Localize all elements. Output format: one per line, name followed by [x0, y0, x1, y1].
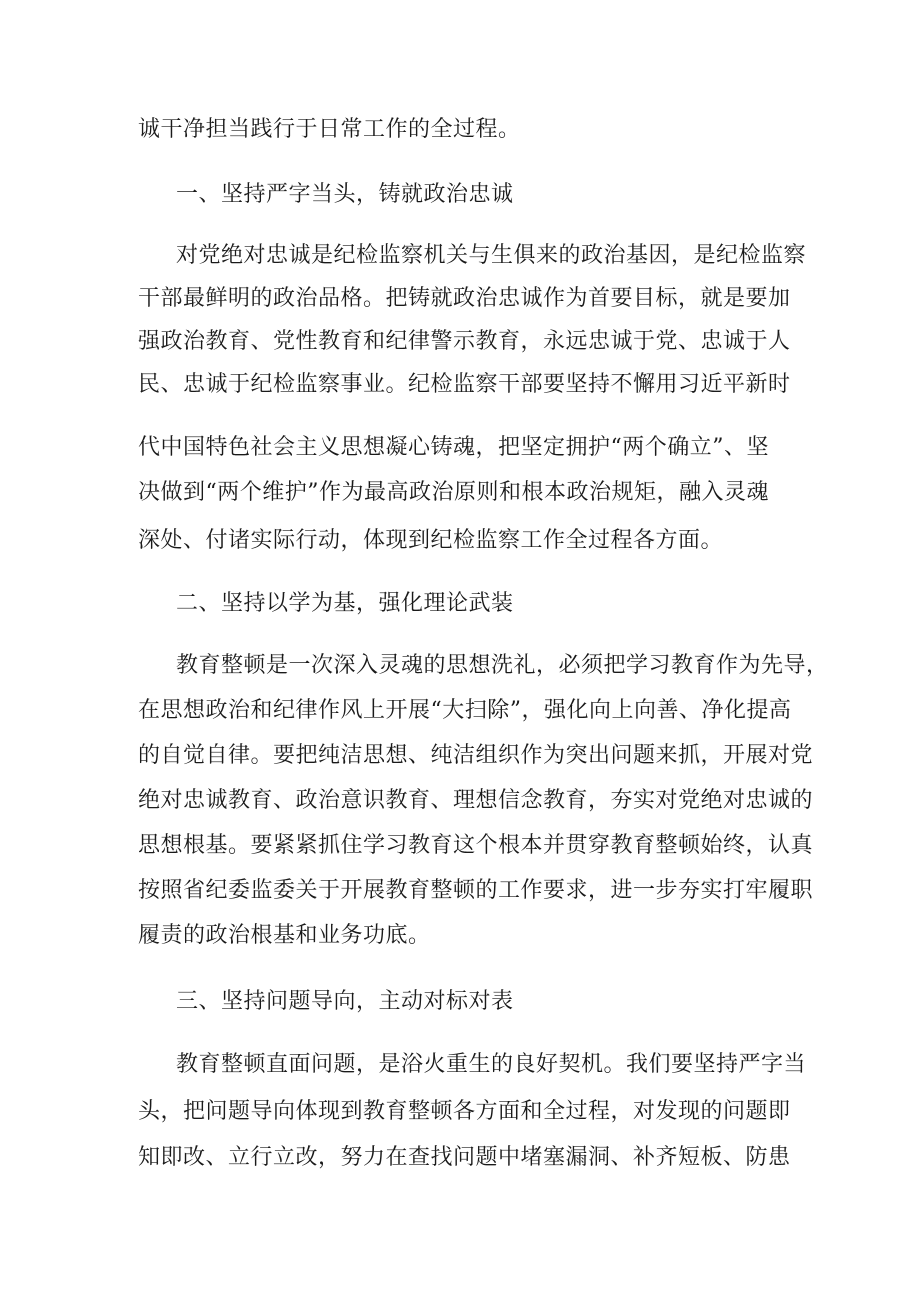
paragraph-line: 履责的政治根基和业务功底。: [138, 923, 431, 948]
paragraph-line: 思想根基。要紧紧抓住学习教育这个根本并贯穿教育整顿始终，认真: [138, 833, 814, 858]
paragraph-line: 教育整顿是一次深入灵魂的思想洗礼，必须把学习教育作为先导，: [176, 653, 829, 678]
paragraph-line: 诚干净担当践行于日常工作的全过程。: [138, 117, 521, 142]
paragraph-line: 代中国特色社会主义思想凝心铸魂，把坚定拥护“两个确立”、坚: [138, 435, 769, 460]
paragraph-line: 民、忠诚于纪检监察事业。纪检监察干部要坚持不懈用习近平新时: [138, 372, 791, 397]
section-heading-3: 三、坚持问题导向，主动对标对表: [176, 989, 514, 1014]
paragraph-line: 按照省纪委监委关于开展教育整顿的工作要求，进一步夯实打牢履职: [138, 878, 814, 903]
paragraph-line: 的自觉自律。要把纯洁思想、纯洁组织作为突出问题来抓，开展对党: [138, 743, 814, 768]
paragraph-line: 决做到“两个维护”作为最高政治原则和根本政治规矩，融入灵魂: [138, 480, 769, 505]
paragraph-line: 教育整顿直面问题，是浴火重生的良好契机。我们要坚持严字当: [176, 1052, 807, 1077]
paragraph-line: 干部最鲜明的政治品格。把铸就政治忠诚作为首要目标，就是要加: [138, 286, 791, 311]
paragraph-line: 绝对忠诚教育、政治意识教育、理想信念教育，夯实对党绝对忠诚的: [138, 788, 814, 813]
paragraph-line: 在思想政治和纪律作风上开展“大扫除”，强化向上向善、净化提高: [138, 698, 792, 723]
paragraph-line: 头，把问题导向体现到教育整顿各方面和全过程，对发现的问题即: [138, 1099, 791, 1124]
paragraph-line: 深处、付诸实际行动，体现到纪检监察工作全过程各方面。: [138, 528, 724, 553]
section-heading-2: 二、坚持以学为基，强化理论武装: [176, 591, 514, 616]
paragraph-line: 强政治教育、党性教育和纪律警示教育，永远忠诚于党、忠诚于人: [138, 329, 791, 354]
paragraph-line: 对党绝对忠诚是纪检监察机关与生俱来的政治基因，是纪检监察: [176, 243, 807, 268]
section-heading-1: 一、坚持严字当头，铸就政治忠诚: [176, 182, 514, 207]
paragraph-line: 知即改、立行立改，努力在查找问题中堵塞漏洞、补齐短板、防患: [138, 1145, 791, 1170]
